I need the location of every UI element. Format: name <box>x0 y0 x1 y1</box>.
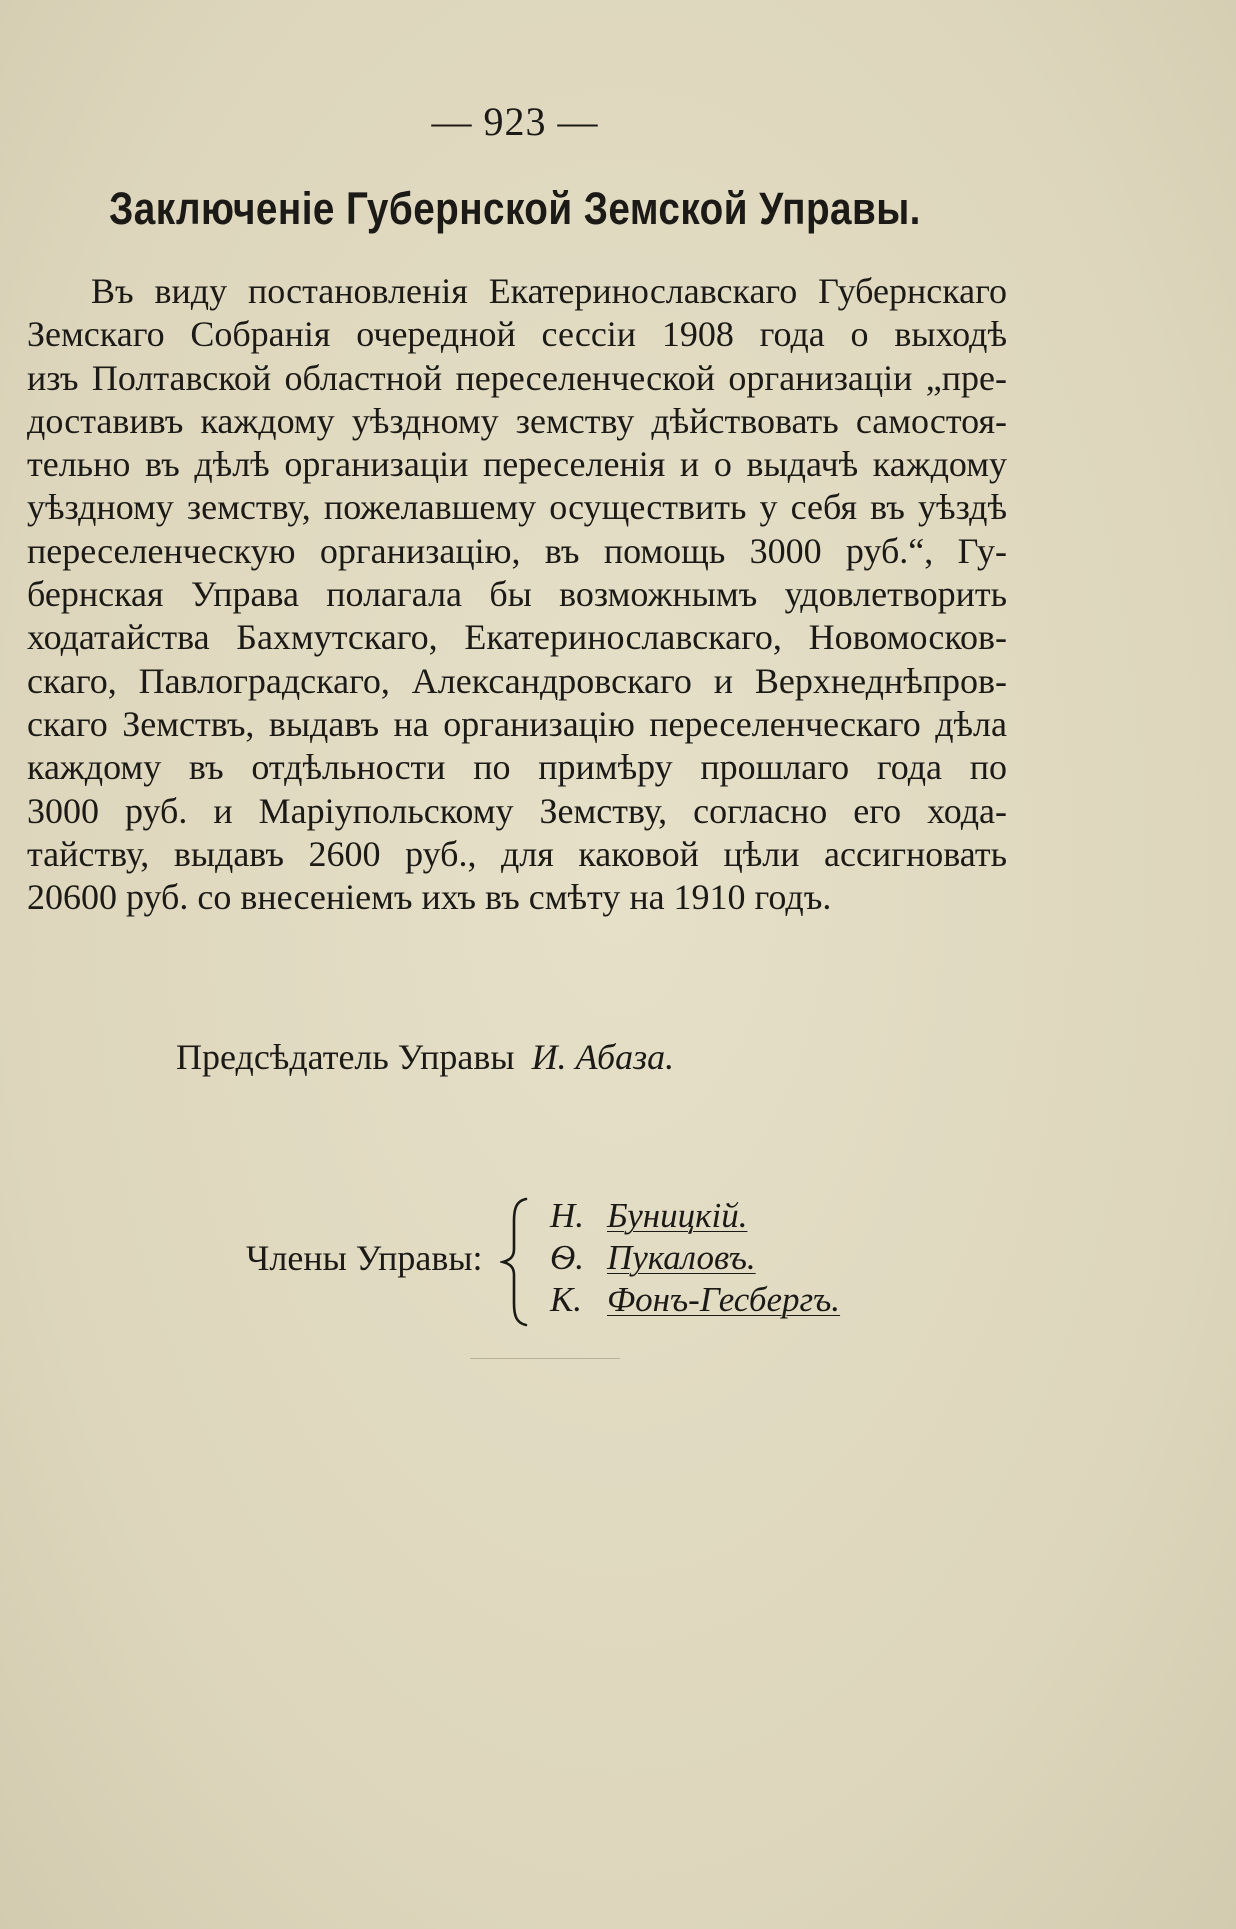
page-title: Заключеніе Губернской Земской Управы. <box>109 183 921 234</box>
body-line: изъ Полтавской областной переселенческой организаціи „пре- <box>27 357 1007 398</box>
member-signature <box>550 1237 840 1279</box>
member-signature <box>550 1195 840 1237</box>
body-line: тайству, выдавъ 2600 руб., для каковой цѣли ассигновать <box>27 833 1007 874</box>
body-line: тельно въ дѣлѣ организаціи переселенія и о выдачѣ каждому <box>27 444 1007 485</box>
page-number: — 923 — <box>431 99 599 144</box>
member-initial: Н. <box>550 1196 585 1235</box>
body-line: каждому въ отдѣльности по примѣру прошлаго года по <box>27 747 1007 788</box>
body-line: скаго Земствъ, выдавъ на организацію переселенческаго дѣла <box>27 703 1007 744</box>
member-surname: Фонъ-Гесбергъ. <box>607 1280 841 1319</box>
member-surname: Буницкій. <box>607 1196 748 1235</box>
body-line: 3000 руб. и Маріупольскому Земству, согласно его хода- <box>27 790 1007 831</box>
body-line: скаго, Павлоградскаго, Александровскаго и Верхнеднѣпров- <box>27 660 1007 701</box>
body-line: бернская Управа полагала бы возможнымъ удовлетворить <box>27 574 1007 615</box>
divider <box>470 1358 620 1359</box>
members-label: Члены Управы: <box>246 1238 483 1278</box>
chairman-label: Предсѣдатель Управы <box>176 1037 515 1077</box>
chairman-signature-block <box>176 1036 674 1078</box>
members-list <box>550 1195 840 1321</box>
member-signature <box>550 1279 840 1321</box>
body-line: Въ виду постановленія Екатеринославскаго Губернскаго <box>91 271 1007 311</box>
body-line: 20600 руб. со внесеніемъ ихъ въ смѣту на 1910 годъ. <box>27 877 832 918</box>
member-surname: Пукаловъ. <box>607 1238 756 1277</box>
body-line: переселенческую организацію, въ помощь 3000 руб.“, Гу- <box>27 530 1007 571</box>
member-initial: Ѳ. <box>550 1238 585 1277</box>
body-line: уѣздному земству, пожелавшему осуществить у себя въ уѣздѣ <box>27 487 1007 528</box>
member-initial: К. <box>550 1280 582 1319</box>
chairman-signature: И. Абаза. <box>531 1037 675 1077</box>
body-line: доставивъ каждому уѣздному земству дѣйствовать самостоя- <box>27 400 1007 441</box>
body-line: ходатайства Бахмутскаго, Екатеринославскаго, Новомосков- <box>27 617 1007 658</box>
curly-brace-icon <box>500 1197 534 1327</box>
body-line: Земскаго Собранія очередной сессіи 1908 года о выходѣ <box>27 314 1007 355</box>
body-paragraph <box>27 270 1007 919</box>
